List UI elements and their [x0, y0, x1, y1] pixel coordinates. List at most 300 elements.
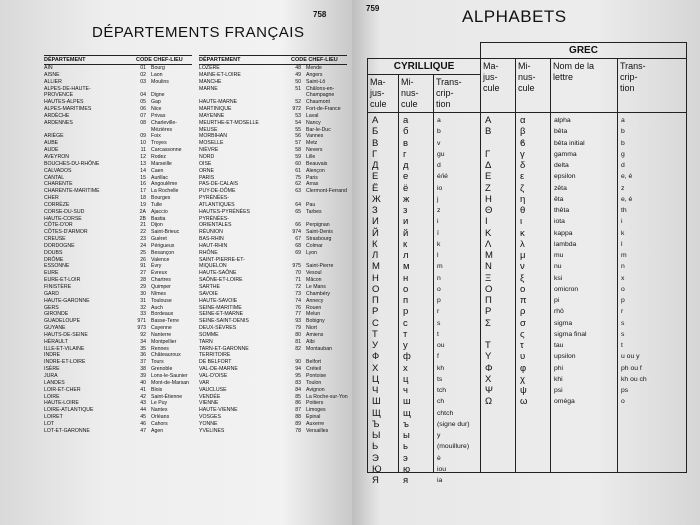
cyrillic-lower-letter: й	[403, 227, 409, 239]
department-code	[136, 86, 146, 93]
cyrillic-upper-letter: Р	[372, 306, 379, 318]
department-row	[44, 428, 192, 435]
cyrillic-transcription: l	[437, 252, 439, 259]
chef-lieu: Fort-de-France	[306, 106, 341, 113]
department-name: AISNE	[44, 71, 60, 78]
chef-lieu: Moulins	[151, 78, 169, 85]
greek-letter-name: kappa	[554, 229, 573, 237]
chef-lieu: Bobigny	[306, 318, 325, 325]
cyrillic-transcription: b	[437, 128, 441, 136]
greek-upper-letter: Γ	[485, 148, 491, 160]
chef-lieu: Tours	[151, 359, 164, 366]
header-line: lettre	[553, 72, 574, 82]
department-code	[291, 216, 301, 223]
department-code: 15	[140, 174, 146, 181]
department-row	[199, 243, 347, 250]
department-name: EURE-ET-LOIR	[44, 277, 81, 284]
department-list	[44, 65, 192, 435]
header-line: Mi-	[401, 77, 414, 87]
department-name	[199, 92, 291, 99]
greek-lower-letter: κ	[520, 227, 525, 239]
department-name: HAUTS-DE-SEINE	[44, 331, 88, 338]
department-name: CHER	[44, 195, 59, 202]
department-name: GIRONDE	[44, 311, 69, 318]
greek-lower-letter: π	[520, 295, 527, 306]
department-code: 30	[140, 290, 146, 297]
header-line: Ma-	[483, 61, 499, 71]
cyrillic-transcription: o	[437, 285, 441, 293]
greek-lower-letter: ϐ	[520, 137, 526, 149]
department-name: NIÈVRE	[199, 147, 219, 154]
department-row	[44, 202, 192, 209]
greek-transcription: o	[621, 398, 625, 406]
greek-lower-letter: ψ	[520, 385, 527, 396]
department-code: 68	[295, 242, 301, 249]
department-code: 45	[140, 414, 146, 421]
department-name: VIENNE	[199, 400, 219, 407]
chef-lieu: Orléans	[151, 414, 170, 421]
greek-upper-letter: Β	[485, 126, 492, 138]
greek-letter-name-header	[551, 59, 618, 113]
department-row	[199, 99, 347, 106]
cyrillic-upper-letter: М	[372, 261, 380, 273]
header-line: Ma-	[370, 77, 386, 87]
greek-transcription: s	[621, 319, 625, 327]
department-name: HAUTES-PYRÉNÉES	[199, 208, 251, 215]
department-code: 07	[140, 112, 146, 119]
department-name: FINISTÈRE	[44, 284, 72, 290]
cyrillic-lower-letter: ж	[403, 193, 410, 205]
chef-lieu: Vannes	[306, 133, 324, 140]
department-code: 27	[140, 270, 146, 277]
cyrillic-upper-letter: Г	[372, 148, 378, 160]
department-row	[44, 346, 192, 353]
chef-lieu: Basse-Terre	[151, 318, 179, 325]
department-row	[199, 216, 347, 223]
cyrillic-upper-letter: Ф	[372, 351, 380, 363]
department-name: HAUTE-SAÔNE	[199, 270, 237, 277]
chef-lieu: Paris	[306, 174, 318, 181]
greek-lower-letter: λ	[520, 238, 525, 250]
chef-lieu: Avignon	[306, 386, 325, 393]
cyrillic-lower-column	[399, 113, 434, 486]
cyrillic-upper-letter: Т	[372, 328, 378, 340]
department-code: 83	[295, 379, 301, 386]
cyrillic-transcription: f	[437, 353, 439, 361]
chef-lieu	[306, 195, 347, 202]
department-code: 80	[295, 331, 301, 338]
chef-lieu: Mont-de-Marsan	[151, 379, 190, 386]
department-name: ARIÈGE	[44, 133, 64, 140]
department-code: 92	[140, 331, 146, 338]
chef-lieu: Saint-Lô	[306, 78, 326, 85]
cyrillic-transcription: (signe dur)	[437, 420, 470, 428]
department-row	[199, 161, 347, 168]
header-line: tion	[620, 83, 635, 93]
department-code: 53	[295, 112, 301, 119]
greek-letter-name: psi	[554, 387, 563, 394]
chef-lieu: Nice	[151, 106, 162, 113]
greek-upper-letter: Λ	[485, 238, 492, 250]
greek-lower-letter: ω	[520, 396, 528, 408]
department-row	[44, 318, 192, 325]
department-code: 87	[295, 407, 301, 414]
cyrillic-upper-letter: У	[372, 340, 379, 351]
department-name: DEUX-SÈVRES	[199, 325, 237, 332]
department-code: 35	[140, 345, 146, 352]
cyrillic-transcription: z	[437, 207, 441, 214]
greek-transcription: u ou y	[621, 353, 640, 361]
department-code: 973	[137, 325, 146, 332]
cyrillic-lower-letter: э	[403, 452, 408, 464]
chef-lieu: Pau	[306, 201, 316, 208]
chef-lieu: Rodez	[151, 153, 166, 160]
department-code: 2B	[139, 215, 146, 222]
chef-lieu	[306, 216, 347, 223]
department-row	[199, 298, 347, 305]
department-row	[44, 147, 192, 154]
department-code: 47	[140, 427, 146, 434]
department-code: 89	[295, 420, 301, 427]
department-name: GUYANE	[44, 325, 66, 332]
cyrillic-upper-letter: Ы	[372, 430, 381, 441]
cyrillic-lower-letter: е	[403, 171, 409, 183]
department-row	[44, 92, 192, 99]
greek-transcription: n	[621, 263, 625, 271]
department-code: 88	[295, 414, 301, 421]
department-name: PYRÉNÉES-	[199, 215, 229, 222]
greek-lower-letter: ξ	[520, 272, 525, 284]
department-name: HAUTE-CORSE	[44, 215, 82, 222]
chef-lieu: Nanterre	[151, 331, 172, 338]
greek-upper-letter: Μ	[485, 250, 493, 261]
department-name: PAS-DE-CALAIS	[199, 181, 239, 188]
greek-letter-name: rhô	[554, 308, 564, 316]
department-code: 42	[140, 393, 146, 400]
greek-upper-letter: Π	[485, 295, 492, 306]
cyrillic-lower-letter: я	[403, 475, 409, 486]
cyrillic-lower-letter: у	[403, 340, 408, 351]
greek-letter-name: mu	[554, 252, 564, 259]
department-name: MORBIHAN	[199, 133, 227, 140]
greek-minuscule-header	[516, 59, 551, 113]
department-code	[291, 352, 301, 359]
department-code: 59	[295, 153, 301, 160]
cyrillic-lower-letter: м	[403, 261, 410, 273]
department-row	[44, 298, 192, 305]
department-name: DORDOGNE	[44, 242, 75, 249]
chef-lieu: Épinal	[306, 414, 321, 421]
department-code: 58	[295, 147, 301, 154]
cyrillic-lower-letter: а	[403, 115, 409, 126]
department-name: MEUSE	[199, 126, 218, 133]
cyrillic-upper-letter: И	[372, 216, 379, 228]
department-code: 16	[140, 181, 146, 188]
department-code: 10	[140, 140, 146, 147]
department-name: CALVADOS	[44, 167, 72, 174]
department-name: LOZÈRE	[199, 65, 220, 71]
greek-transcription: b	[621, 139, 625, 147]
cyrillic-transcription: è	[437, 454, 441, 462]
greek-header: GREC	[481, 43, 687, 59]
chef-lieu: Saint-Brieuc	[151, 229, 180, 236]
chef-lieu: Guéret	[151, 236, 167, 243]
chef-lieu: Nevers	[306, 147, 323, 154]
greek-upper-letter	[485, 329, 515, 340]
chef-lieu: Privas	[151, 112, 166, 119]
chef-lieu: La Roche-sur-Yon	[306, 393, 348, 400]
greek-lower-letter: α	[520, 115, 526, 126]
department-row	[44, 209, 192, 216]
department-code: 26	[140, 256, 146, 263]
chef-lieu	[151, 86, 192, 93]
departments-column-1	[44, 55, 192, 435]
chef-lieu: Champagne	[306, 92, 335, 99]
department-name: MARTINIQUE	[199, 106, 232, 113]
department-code: 86	[295, 400, 301, 407]
department-row	[44, 339, 192, 346]
department-name: GERS	[44, 304, 59, 311]
department-code: 50	[295, 78, 301, 85]
greek-lower-letter: ρ	[520, 306, 526, 318]
department-code: 14	[140, 167, 146, 174]
chef-lieu: Marseille	[151, 160, 172, 167]
cyrillic-transcription: ï	[437, 229, 439, 237]
department-name: ORNE	[199, 167, 214, 174]
department-name: CHARENTE	[44, 181, 73, 188]
cyrillic-transcription: r	[437, 308, 440, 316]
department-name: AUDE	[44, 147, 59, 154]
chef-lieu: Albi	[306, 338, 315, 345]
chef-lieu: Vesoul	[306, 270, 322, 277]
greek-letter-name: tau	[554, 342, 564, 349]
page-number: 759	[366, 4, 380, 13]
greek-letter-name: phi	[554, 364, 564, 372]
department-row	[199, 311, 347, 318]
greek-transcription: d	[621, 162, 625, 169]
greek-transcription-column	[618, 113, 687, 473]
department-code: 33	[140, 311, 146, 318]
department-name: TERRITOIRE	[199, 352, 231, 359]
department-name: ARDENNES	[44, 119, 73, 126]
department-name: ATLANTIQUES	[199, 201, 235, 208]
department-code: 2A	[139, 208, 146, 215]
department-name: SAINT-PIERRE-ET-	[199, 256, 245, 263]
greek-letter-name: iota	[554, 218, 565, 226]
department-row	[199, 106, 347, 113]
department-name: CANTAL	[44, 174, 65, 181]
header-line: crip-	[620, 72, 638, 82]
alphabets-table	[367, 42, 687, 486]
greek-upper-letter: Κ	[485, 227, 492, 239]
cyrillic-transcription: j	[437, 195, 439, 203]
department-row	[44, 352, 192, 359]
department-row	[199, 428, 347, 435]
department-row	[199, 65, 347, 72]
department-row	[44, 106, 192, 113]
chef-lieu: Beauvais	[306, 160, 328, 167]
chef-lieu: Besançon	[151, 249, 175, 256]
department-row	[44, 366, 192, 373]
department-row	[44, 161, 192, 168]
greek-letter-name: pi	[554, 297, 560, 304]
chef-lieu: Laval	[306, 112, 319, 119]
chef-lieu: Chaumont	[306, 99, 330, 106]
greek-letter-name: khi	[554, 375, 563, 383]
department-name: MAYENNE	[199, 112, 225, 119]
chef-lieu: Caen	[151, 167, 164, 174]
greek-letter-name: epsilon	[554, 173, 576, 181]
chef-lieu: Le Puy	[151, 400, 168, 407]
cyrillic-transcription: chtch	[437, 409, 454, 417]
department-name: SOMME	[199, 331, 219, 338]
department-code: 28	[140, 277, 146, 284]
cyrillic-lower-letter: з	[403, 205, 408, 216]
right-page	[352, 0, 700, 525]
cyrillic-minuscule-header	[399, 75, 434, 113]
department-code: 84	[295, 386, 301, 393]
greek-transcription: i	[621, 218, 623, 226]
cyrillic-lower-letter: ц	[403, 373, 409, 385]
greek-lower-letter: ο	[520, 283, 526, 295]
cyrillic-upper-letter: Ч	[372, 385, 379, 396]
cyrillic-upper-letter: Л	[372, 250, 379, 261]
department-name: INDRE-ET-LOIRE	[44, 359, 86, 366]
department-row	[199, 373, 347, 380]
greek-upper-letter: Ζ	[485, 182, 491, 194]
department-name: GUADELOUPE	[44, 318, 81, 325]
chef-lieu: Auch	[151, 304, 163, 311]
department-name: ORIENTALES	[199, 222, 232, 229]
department-row	[44, 236, 192, 243]
greek-letter-name: nu	[554, 263, 562, 271]
greek-transcription: r	[621, 308, 624, 316]
page-number: 758	[313, 10, 327, 19]
greek-letter-name: bêta	[554, 128, 568, 136]
department-row	[199, 113, 347, 120]
department-row	[199, 421, 347, 428]
chef-lieu: Lyon	[306, 249, 318, 256]
chef-lieu: Montauban	[306, 345, 332, 352]
chef-lieu: Quimper	[151, 284, 171, 290]
department-code: 34	[140, 338, 146, 345]
department-code: 81	[295, 338, 301, 345]
department-name: CORRÈZE	[44, 201, 70, 208]
department-name: AUBE	[44, 140, 59, 147]
greek-upper-letter: Ο	[485, 283, 493, 295]
chef-lieu: Strasbourg	[306, 236, 332, 243]
greek-upper-letter: Ψ	[485, 385, 493, 396]
cyrillic-transcription: y	[437, 432, 441, 439]
department-code: 23	[140, 236, 146, 243]
greek-transcription: x	[621, 274, 625, 282]
chef-lieu: Rennes	[151, 345, 169, 352]
cyrillic-transcription: iou	[437, 465, 447, 473]
chef-lieu: Grenoble	[151, 366, 173, 373]
cyrillic-upper-letter: Щ	[372, 407, 381, 419]
greek-transcription: b	[621, 128, 625, 136]
header-line: Nom de la	[553, 61, 595, 71]
department-code: 19	[140, 201, 146, 208]
department-name: BOUCHES-DU-RHÔNE	[44, 160, 100, 167]
department-row	[199, 79, 347, 86]
chef-lieu: Créteil	[306, 366, 321, 373]
greek-upper-letter: Ι	[485, 216, 488, 228]
department-row	[44, 400, 192, 407]
department-row	[44, 270, 192, 277]
cyrillic-upper-letter: Ъ	[372, 418, 380, 430]
cyrillic-transcription: tch	[437, 387, 447, 394]
chef-lieu: Perpignan	[306, 222, 330, 229]
chef-lieu: Carcassonne	[151, 147, 182, 154]
department-row	[44, 127, 192, 134]
department-name: DOUBS	[44, 249, 63, 256]
cyrillic-upper-letter: В	[372, 137, 379, 149]
header-line: cule	[401, 99, 418, 109]
department-name: LOIRET	[44, 414, 63, 421]
chef-lieu: Troyes	[151, 140, 167, 147]
header-line: nus-	[518, 72, 536, 82]
chef-lieu: Aurillac	[151, 174, 169, 181]
department-code: 08	[140, 119, 146, 126]
cyrillic-lower-letter: и	[403, 216, 409, 228]
department-row	[199, 120, 347, 127]
cyrillic-lower-letter: ю	[403, 463, 411, 475]
department-row	[44, 277, 192, 284]
department-name: SARTHE	[199, 284, 220, 290]
greek-transcription: kh ou ch	[621, 375, 647, 383]
department-row	[44, 229, 192, 236]
greek-upper-letter: Υ	[485, 351, 492, 363]
department-row	[199, 407, 347, 414]
department-row	[44, 305, 192, 312]
department-code: 25	[140, 249, 146, 256]
department-row	[199, 209, 347, 216]
chef-lieu: Digne	[151, 92, 165, 99]
cyrillic-transcription: kh	[437, 364, 445, 372]
department-code: 975	[292, 263, 301, 270]
greek-lower-letter: ς	[520, 328, 525, 340]
department-row	[199, 154, 347, 161]
department-name: CHARENTE-MARITIME	[44, 188, 100, 195]
greek-upper-letter: Ω	[485, 396, 493, 408]
greek-letter-name: sigma final	[554, 330, 587, 338]
department-row	[199, 127, 347, 134]
greek-letter-name: delta	[554, 162, 569, 169]
department-row	[199, 175, 347, 182]
chef-lieu: Dijon	[151, 222, 163, 229]
department-row	[199, 359, 347, 366]
greek-name-column	[551, 113, 618, 473]
department-name: VAL-D'OISE	[199, 372, 228, 379]
department-row	[199, 202, 347, 209]
chef-lieu: Bastia	[151, 215, 166, 222]
chef-lieu: Amiens	[306, 331, 324, 338]
department-row	[44, 325, 192, 332]
department-row	[199, 277, 347, 284]
department-code: 54	[295, 119, 301, 126]
department-code: 73	[295, 290, 301, 297]
cyrillic-upper-letter: Н	[372, 272, 379, 284]
department-name: VAL-DE-MARNE	[199, 366, 238, 373]
greek-lower-letter: φ	[520, 362, 527, 374]
department-code: 12	[140, 153, 146, 160]
department-code: 972	[292, 106, 301, 113]
chef-lieu: Mende	[306, 65, 322, 71]
department-row	[199, 380, 347, 387]
greek-upper-letter: Τ	[485, 340, 491, 351]
greek-upper-letter: Σ	[485, 317, 491, 329]
